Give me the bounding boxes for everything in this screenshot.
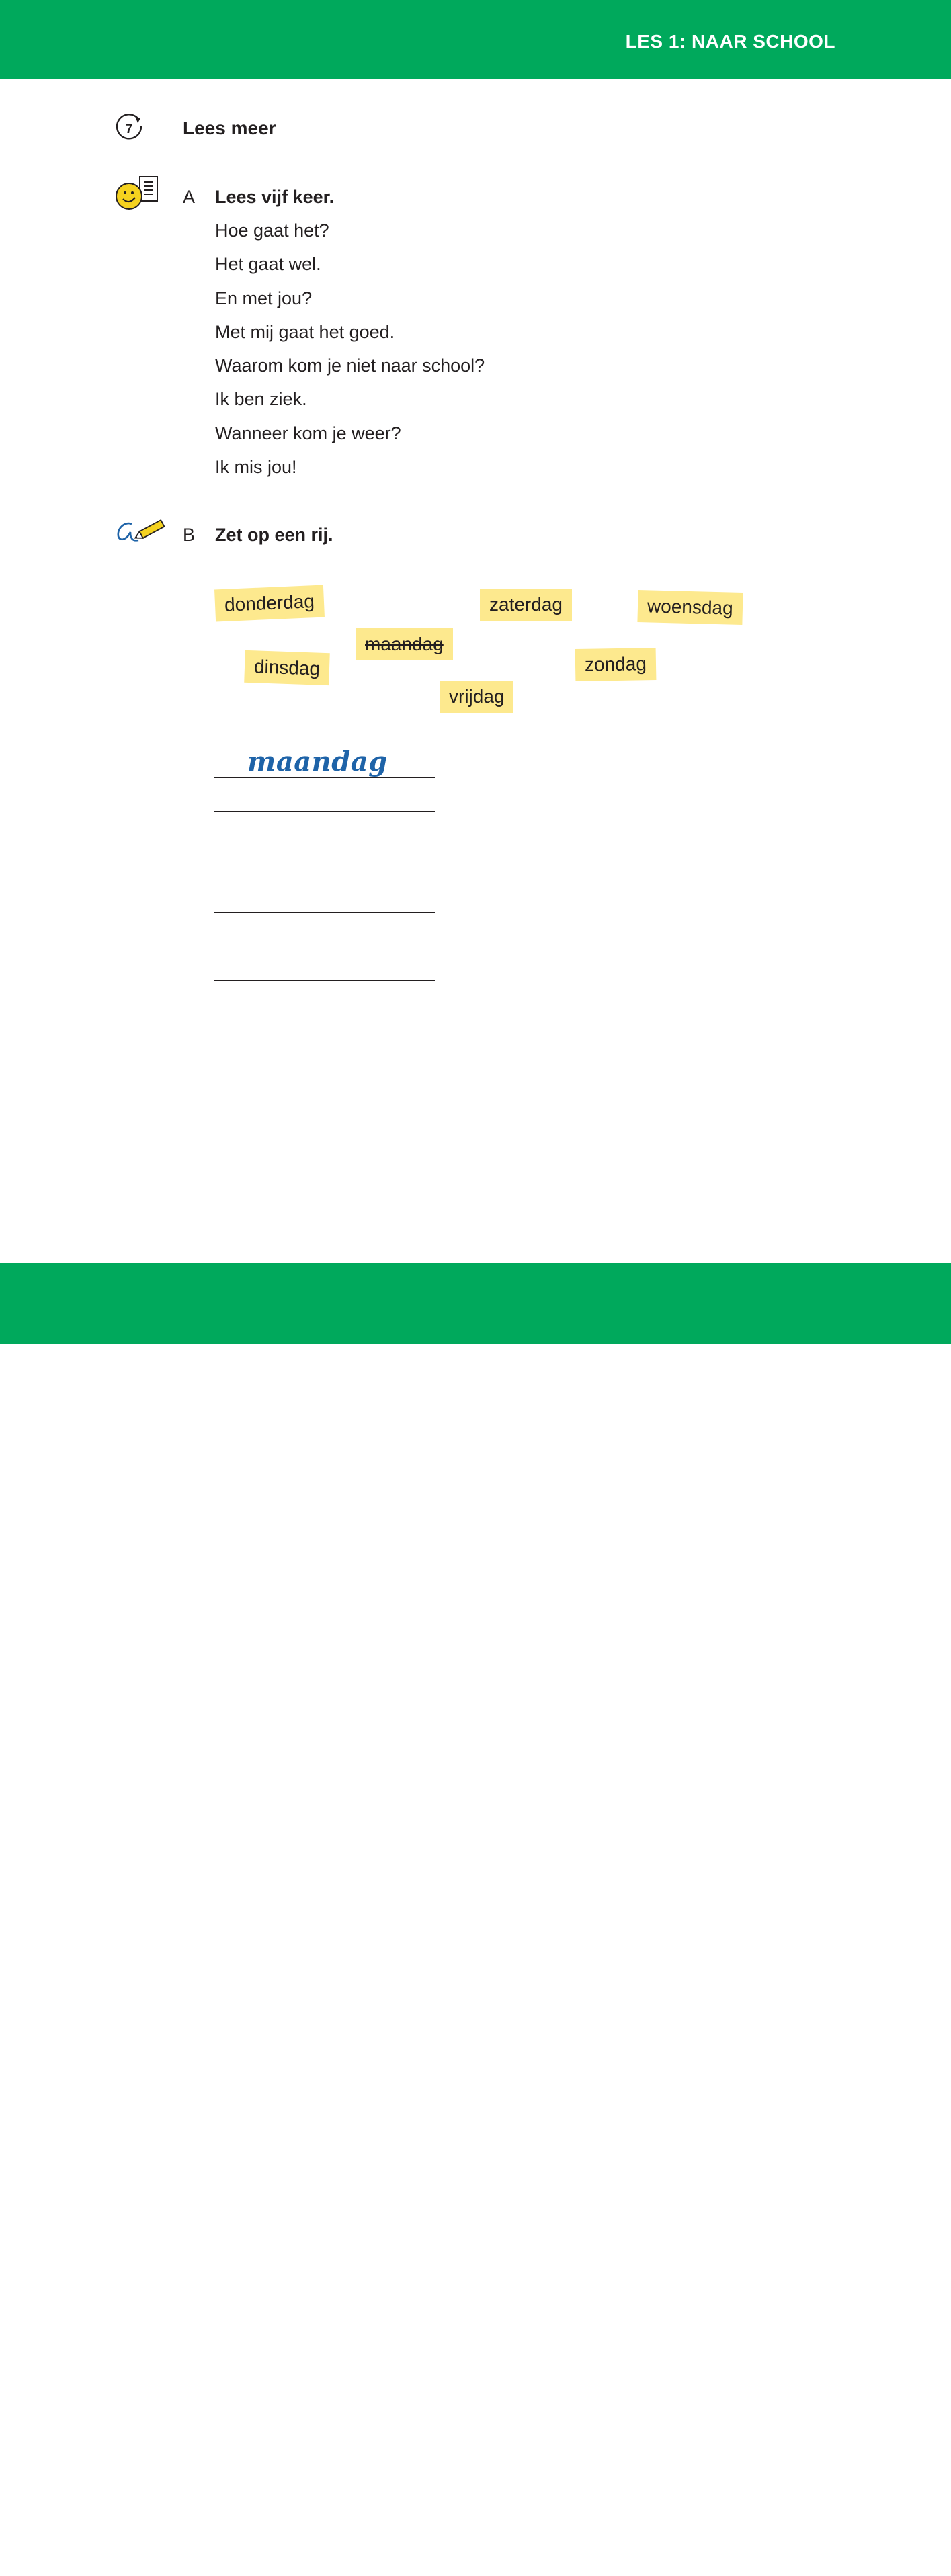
reading-line: Waarom kom je niet naar school? — [215, 355, 485, 376]
reading-lines — [215, 216, 485, 486]
word-note-vrijdag[interactable]: vrijdag — [440, 681, 513, 713]
lesson-title: LES 1: NAAR SCHOOL — [625, 31, 835, 52]
answer-line[interactable] — [214, 980, 435, 981]
part-b-letter: B — [183, 525, 196, 545]
reading-line: En met jou? — [215, 288, 313, 308]
example-answer: maandag — [247, 746, 388, 777]
reading-line: Ik mis jou! — [215, 457, 297, 478]
exercise-title: Lees meer — [183, 118, 276, 138]
part-a-instruction: Lees vijf keer. — [215, 187, 335, 207]
word-note-maandag[interactable]: maandag — [356, 628, 453, 660]
word-note-woensdag[interactable]: woensdag — [637, 590, 743, 625]
part-b-instruction: Zet op een rij. — [215, 525, 333, 545]
exercise-number: 7 — [125, 122, 133, 136]
footer-bar — [0, 1263, 951, 2575]
word-note-zaterdag[interactable]: zaterdag — [480, 589, 572, 621]
smiley-document-icon — [114, 175, 163, 212]
page-number: 11 — [817, 2555, 837, 2575]
answer-line[interactable] — [214, 811, 435, 812]
answer-line[interactable] — [214, 777, 435, 778]
answer-line[interactable] — [214, 912, 435, 913]
circular-arrow-number-icon — [114, 113, 145, 144]
word-note-dinsdag[interactable]: dinsdag — [244, 650, 330, 685]
word-note-donderdag[interactable]: donderdag — [214, 585, 325, 621]
part-a-letter: A — [183, 187, 196, 207]
reading-line: Met mij gaat het goed. — [215, 321, 395, 342]
reading-line: Ik ben ziek. — [215, 389, 307, 410]
reading-line: Wanneer kom je weer? — [215, 423, 401, 443]
header-bar — [0, 0, 951, 79]
letter-pencil-icon — [114, 515, 169, 546]
word-note-zondag[interactable]: zondag — [575, 648, 657, 681]
reading-line: Hoe gaat het? — [215, 220, 329, 241]
reading-line: Het gaat wel. — [215, 254, 321, 275]
